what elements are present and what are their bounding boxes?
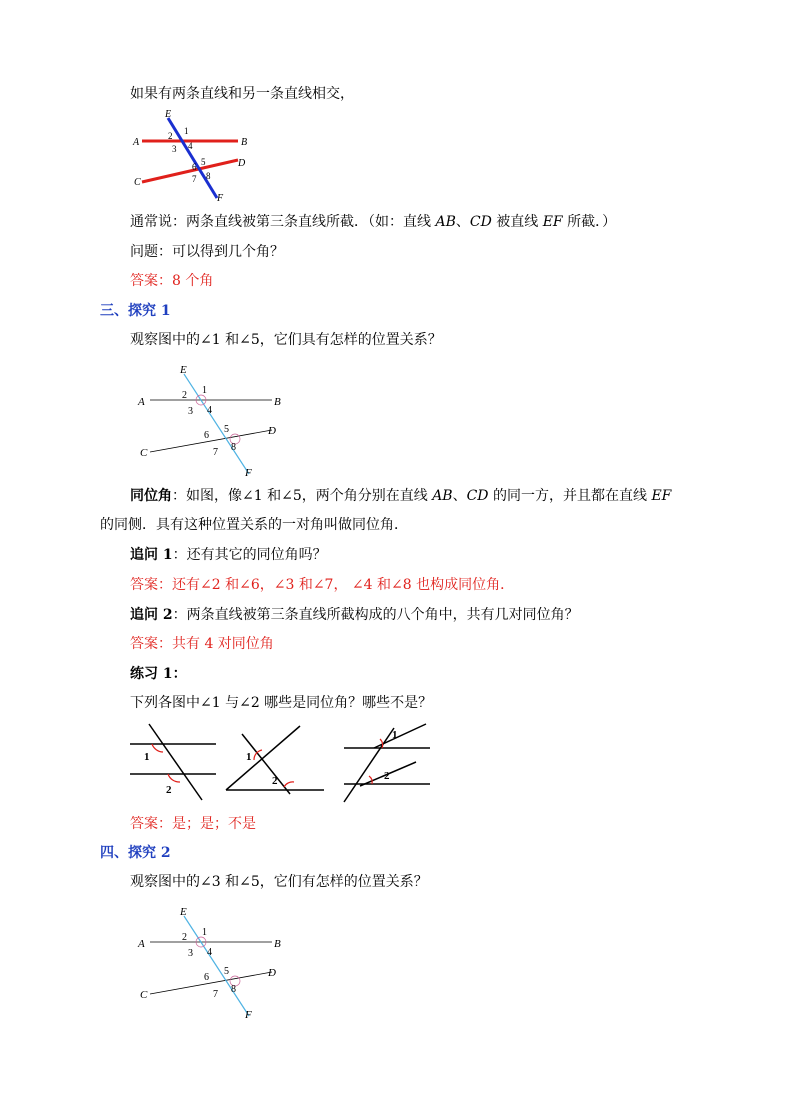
svg-text:7: 7 <box>213 447 218 458</box>
svg-text:2: 2 <box>182 390 187 401</box>
svg-text:2: 2 <box>168 131 173 141</box>
svg-text:B: B <box>274 938 281 950</box>
svg-text:1: 1 <box>392 729 398 741</box>
section4-heading: 四、探究 2 <box>100 845 171 861</box>
svg-text:A: A <box>133 137 140 148</box>
svg-text:E: E <box>165 109 172 120</box>
section4-question: 观察图中的∠3 和∠5，它们有怎样的位置关系？ <box>130 874 428 890</box>
colored-transversal-figure <box>130 105 260 205</box>
svg-text:4: 4 <box>207 947 212 958</box>
svg-text:6: 6 <box>204 972 209 983</box>
svg-text:B: B <box>274 396 281 408</box>
svg-text:E: E <box>180 906 187 918</box>
svg-text:7: 7 <box>213 989 218 1000</box>
svg-text:D: D <box>268 967 276 979</box>
svg-text:C: C <box>140 447 148 459</box>
svg-text:8: 8 <box>231 984 236 995</box>
svg-text:F: F <box>245 467 252 479</box>
intro-question: 问题：可以得到几个角？ <box>130 244 284 260</box>
svg-text:6: 6 <box>204 430 209 441</box>
followup2-answer: 答案：共有 4 对同位角 <box>130 636 274 652</box>
svg-text:2: 2 <box>182 932 187 943</box>
svg-text:3: 3 <box>188 948 193 959</box>
svg-text:8: 8 <box>206 171 211 181</box>
svg-text:7: 7 <box>192 174 197 184</box>
exercise-title: 练习 1： <box>130 666 187 682</box>
followup1-answer: 答案：还有∠2 和∠6，∠3 和∠7， ∠4 和∠8 也构成同位角． <box>130 577 515 593</box>
svg-text:E: E <box>180 364 187 376</box>
svg-text:2: 2 <box>272 775 278 787</box>
svg-text:A: A <box>138 938 145 950</box>
svg-text:A: A <box>138 396 145 408</box>
svg-text:D: D <box>238 158 246 169</box>
svg-text:2: 2 <box>166 784 172 796</box>
svg-text:1: 1 <box>246 751 252 763</box>
transversal-figure-1 <box>138 362 298 482</box>
exercise-answer: 答案：是；是；不是 <box>130 816 256 832</box>
intro-statement: 通常说：两条直线被第三条直线所截．（如：直线 AB、CD 被直线 EF 所截．） <box>130 214 617 230</box>
svg-text:C: C <box>140 989 148 1001</box>
definition-line2: 的同侧．具有这种位置关系的一对角叫做同位角． <box>100 517 408 533</box>
intro-answer: 答案：8 个角 <box>130 273 214 289</box>
exercise-figure-b <box>224 722 328 804</box>
svg-text:F: F <box>217 193 224 204</box>
svg-text:1: 1 <box>144 751 150 763</box>
intro-line: 如果有两条直线和另一条直线相交， <box>130 86 354 102</box>
svg-text:5: 5 <box>224 966 229 977</box>
svg-text:2: 2 <box>384 770 390 782</box>
svg-text:F: F <box>245 1009 252 1021</box>
definition-line1: 同位角：如图，像∠1 和∠5，两个角分别在直线 AB、CD 的同一方，并且都在直线 EF <box>130 488 672 504</box>
svg-text:B: B <box>241 137 248 148</box>
exercise-question: 下列各图中∠1 与∠2 哪些是同位角？哪些不是？ <box>130 695 433 711</box>
svg-text:4: 4 <box>207 405 212 416</box>
exercise-figure-c <box>338 722 438 804</box>
svg-text:1: 1 <box>202 385 207 396</box>
followup2: 追问 2：两条直线被第三条直线所截构成的八个角中，共有几对同位角？ <box>130 607 579 623</box>
svg-text:3: 3 <box>188 406 193 417</box>
svg-text:8: 8 <box>231 442 236 453</box>
svg-text:1: 1 <box>202 927 207 938</box>
svg-text:3: 3 <box>172 144 177 154</box>
svg-text:5: 5 <box>201 157 206 167</box>
section3-heading: 三、探究 1 <box>100 303 171 319</box>
svg-text:D: D <box>268 425 276 437</box>
svg-text:6: 6 <box>192 162 197 172</box>
svg-text:1: 1 <box>184 126 189 136</box>
transversal-figure-2 <box>138 904 298 1024</box>
followup1: 追问 1：还有其它的同位角吗？ <box>130 547 327 563</box>
section3-question: 观察图中的∠1 和∠5，它们具有怎样的位置关系？ <box>130 332 442 348</box>
svg-text:4: 4 <box>188 141 193 151</box>
exercise-figure-a <box>128 722 220 804</box>
svg-text:C: C <box>134 177 141 188</box>
svg-text:5: 5 <box>224 424 229 435</box>
